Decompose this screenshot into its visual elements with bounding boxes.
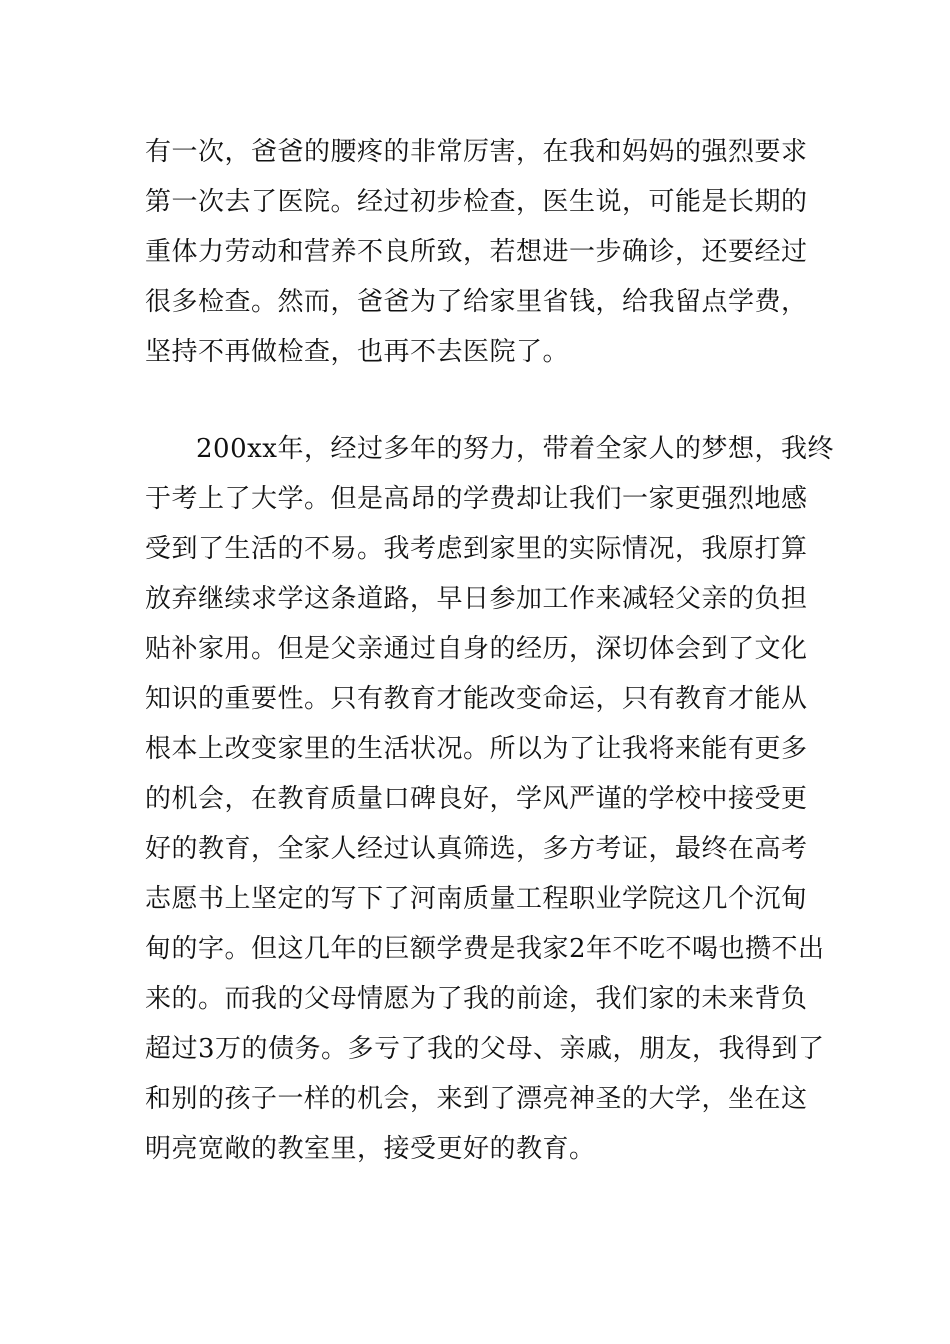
- paragraph-line: 来的。而我的父母情愿为了我的前途，我们家的未来背负: [145, 984, 808, 1014]
- paragraph-line: 好的教育，全家人经过认真筛选，多方考证，最终在高考: [145, 834, 808, 864]
- paragraph-line: 明亮宽敞的教室里，接受更好的教育。: [145, 1134, 596, 1164]
- paragraph-line: 重体力劳动和营养不良所致，若想进一步确诊，还要经过: [145, 237, 808, 267]
- paragraph-line: 知识的重要性。只有教育才能改变命运，只有教育才能从: [145, 684, 808, 714]
- paragraph-line: 的机会，在教育质量口碑良好，学风严谨的学校中接受更: [145, 784, 808, 814]
- paragraph-line: 放弃继续求学这条道路，早日参加工作来减轻父亲的负担: [145, 584, 808, 614]
- paragraph-line: 甸的字。但这几年的巨额学费是我家2年不吃不喝也攒不出: [145, 934, 825, 964]
- paragraph-line: 志愿书上坚定的写下了河南质量工程职业学院这几个沉甸: [145, 884, 808, 914]
- paragraph-line: 受到了生活的不易。我考虑到家里的实际情况，我原打算: [145, 534, 808, 564]
- paragraph-line: 有一次，爸爸的腰疼的非常厉害，在我和妈妈的强烈要求: [145, 137, 808, 167]
- paragraph-line: 超过3万的债务。多亏了我的父母、亲戚，朋友，我得到了: [145, 1034, 825, 1064]
- paragraph-line: 第一次去了医院。经过初步检查，医生说，可能是长期的: [145, 187, 808, 217]
- paragraph-line: 于考上了大学。但是高昂的学费却让我们一家更强烈地感: [145, 484, 808, 514]
- paragraph-line: 200xx年，经过多年的努力，带着全家人的梦想，我终: [196, 434, 834, 464]
- paragraph-line: 贴补家用。但是父亲通过自身的经历，深切体会到了文化: [145, 634, 808, 664]
- paragraph-line: 和别的孩子一样的机会，来到了漂亮神圣的大学，坐在这: [145, 1084, 808, 1114]
- paragraph-line: 坚持不再做检查，也再不去医院了。: [145, 337, 570, 367]
- paragraph-line: 很多检查。然而，爸爸为了给家里省钱，给我留点学费，: [145, 287, 808, 317]
- paragraph-line: 根本上改变家里的生活状况。所以为了让我将来能有更多: [145, 734, 808, 764]
